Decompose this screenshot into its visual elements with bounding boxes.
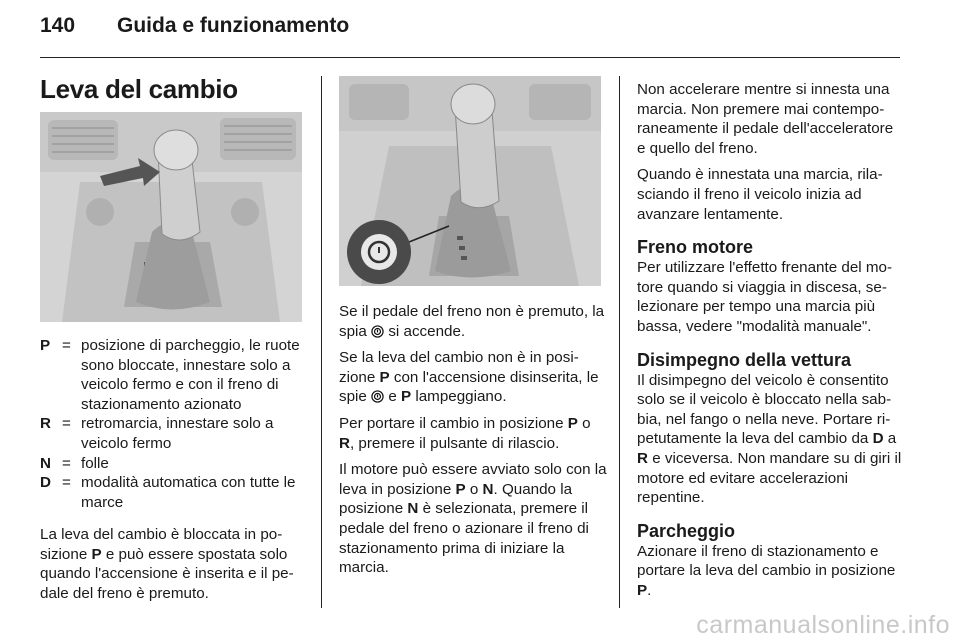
- text-run: lampeggiano.: [411, 388, 507, 406]
- bold-run: P: [637, 581, 648, 599]
- def-text: retromarcia, innestare solo a veicolo fermo: [81, 415, 274, 452]
- paragraph: Quando è innestata una marcia, rilasciando il freno il veicolo inizia ad avanzare lentamente.: [637, 166, 883, 223]
- text-run: , premere il pulsante di rilascio.: [349, 434, 560, 452]
- bold-run: P: [455, 480, 466, 498]
- text-run: Il motore può essere avviato solo con la leva in posizione: [339, 461, 607, 498]
- paragraph: [339, 460, 607, 578]
- text-run: con l'accensione disinserita, le spie: [339, 368, 599, 406]
- def-text: modalità automatica con tutte le marce: [81, 474, 296, 511]
- paragraph: [637, 371, 903, 508]
- page-number: 140: [40, 14, 76, 37]
- paragraph: [339, 414, 607, 453]
- brake-lamp-icon: [371, 390, 384, 403]
- bold-run: D: [872, 430, 884, 448]
- paragraph: Per utilizzare l'effetto frenante del motore quando si viaggia in discesa, selezionare per tempo una marcia più bassa, vedere "modalità manuale".: [637, 259, 893, 335]
- brake-lamp-icon: [371, 325, 384, 338]
- def-key: N: [40, 454, 51, 472]
- def-key: P: [40, 337, 51, 354]
- paragraph: [637, 542, 903, 601]
- bold-run: N: [482, 480, 494, 498]
- def-text: posizione di parcheggio, le ruote sono bloccate, innestare solo a veicolo fermo e con il freno di stazionamento azionato: [81, 337, 300, 413]
- paragraph: [339, 302, 607, 341]
- text-run: . Quando la posizione: [339, 480, 573, 518]
- paragraph: Non accelerare mentre si innesta una marcia. Non premere mai contemporaneamente il pedale dell'acceleratore e quello del freno.: [637, 81, 894, 157]
- def-key: D: [40, 474, 51, 492]
- text-run: e può essere spostata solo quando l'accensione è inserita e il pedale del freno è premuto.: [40, 545, 294, 602]
- text-run: Azionare il freno di stazionamento e portare la leva del cambio in posizione: [637, 542, 896, 580]
- column-1-text: [40, 525, 306, 610]
- column-2-text: [339, 302, 607, 585]
- text-run: o: [465, 480, 483, 498]
- release-button-image: [339, 76, 601, 286]
- def-sep: =: [62, 415, 71, 433]
- subheading-rocking: Disimpegno della vettura: [637, 349, 852, 370]
- definition-row-n: [40, 454, 308, 474]
- paragraph: [40, 525, 306, 603]
- text-run: e viceversa. Non mandare su di giri il motore ed evitare accelerazioni repentine.: [637, 449, 902, 507]
- bold-run: R: [637, 449, 648, 467]
- column-divider-1: [321, 76, 322, 608]
- text-run: Per portare il cambio in posizione: [339, 414, 568, 432]
- subheading-parking: Parcheggio: [637, 520, 736, 541]
- text-run: si accende.: [384, 322, 466, 340]
- text-run: La leva del cambio è bloccata in posizione: [40, 526, 283, 563]
- header-rule: [40, 57, 900, 58]
- definition-row-d: [40, 473, 308, 512]
- def-sep: =: [62, 474, 71, 492]
- text-run: a: [883, 430, 897, 448]
- gear-lever-image: [40, 112, 302, 322]
- bold-run: P: [379, 368, 390, 386]
- def-sep: =: [62, 454, 71, 472]
- column-3-text: [637, 80, 903, 607]
- text-run: è selezionata, premere il pedale del freno o azionare il freno di stazionamento prima di iniziare la marcia.: [339, 500, 589, 577]
- subheading-engine-brake: Freno motore: [637, 237, 754, 258]
- watermark: carmanualsonline.info: [696, 611, 950, 639]
- gear-positions-list: [40, 336, 308, 512]
- text-run: o: [577, 414, 591, 432]
- bold-run: R: [339, 434, 350, 452]
- section-title: Leva del cambio: [40, 74, 238, 104]
- bold-run: P: [91, 545, 102, 563]
- text-run: .: [647, 581, 652, 599]
- bold-run: N: [407, 500, 419, 518]
- definition-row-p: [40, 336, 308, 414]
- text-run: Il disimpegno del veicolo è consentito solo se il veicolo è bloccato nella sabbia, nel fango o nella neve. Portare ripetutamente la leva del cambio da: [637, 371, 892, 448]
- def-sep: =: [62, 337, 71, 354]
- def-text: folle: [81, 454, 109, 472]
- paragraph: [339, 348, 607, 407]
- def-key: R: [40, 415, 51, 433]
- column-divider-2: [619, 76, 620, 608]
- text-run: Se la leva del cambio non è in posizione: [339, 349, 579, 386]
- bold-run: P: [567, 414, 578, 432]
- text-run: e: [384, 388, 401, 406]
- text-run: Se il pedale del freno non è premuto, la spia: [339, 303, 605, 340]
- definition-row-r: [40, 414, 308, 453]
- bold-run: P: [400, 388, 412, 406]
- chapter-title: Guida e funzionamento: [117, 14, 350, 37]
